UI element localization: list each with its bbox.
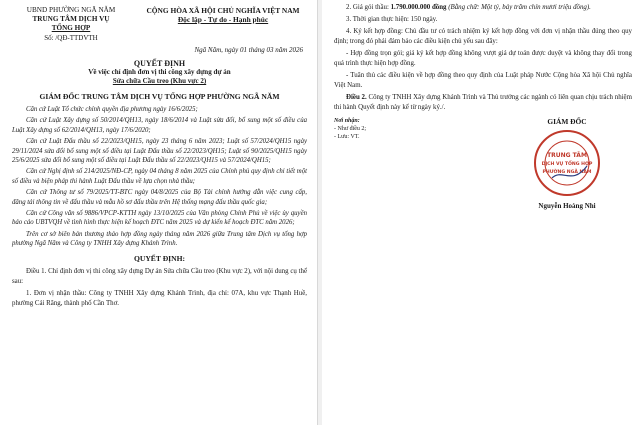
- basis-item: Trên cơ sở biên bản thương thảo hợp đồng ngày tháng năm 2026 giữa Trung tâm Dịch vụ tổng hợp phường Ngã Năm và Công ty TNHH Xây dựng Khánh Trình.: [12, 230, 307, 248]
- svg-text:TRUNG TÂM: TRUNG TÂM: [547, 152, 587, 159]
- subject-line-1: Về việc chỉ định đơn vị thi công xây dựng dự án: [88, 68, 231, 76]
- official-seal-icon: [532, 128, 602, 198]
- signer-title: GIÁM ĐỐC: [547, 117, 587, 126]
- org-line-2: TRUNG TÂM DỊCH VỤ: [32, 15, 110, 23]
- nation-name: CỘNG HÒA XÃ HỘI CHỦ NGHĨA VIỆT NAM: [146, 6, 300, 15]
- legal-basis: [12, 105, 307, 249]
- decision-title: QUYẾT ĐỊNH: [133, 59, 186, 68]
- signature-block: [502, 117, 632, 210]
- basis-item: Căn cứ Nghị định số 214/2025/NĐ-CP, ngày 04 tháng 8 năm 2025 của Chính phủ quy định chi tiết một số điều và biện pháp thi hành Luật Đấu thầu về lựa chọn nhà thầu;: [12, 168, 307, 185]
- article-1: [12, 267, 307, 309]
- recipient-line: - Như điều 2;: [334, 126, 367, 132]
- basis-item: Căn cứ Công văn số 9886/VPCP-KTTH ngày 13/10/2025 của Văn phòng Chính Phủ về việc ủy quyền báo cáo UBTVQH về tình hình thực hiện kế hoạch ĐTC năm 2025 và dự kiến kế hoạch ĐTC năm 2026;: [12, 210, 307, 227]
- price-in-words: (Bằng chữ: Một tỷ, bảy trăm chín mươi triệu đồng).: [446, 4, 591, 11]
- article-1-item-2: [334, 3, 632, 13]
- article-1-item-4a: - Hợp đồng trọn gói; giá ký kết hợp đồng không vượt giá dự toán được duyệt và không thay đổi trong quá trình thực hiện hợp đồng.: [334, 50, 632, 67]
- recipient-line: - Lưu: VT.: [334, 134, 360, 140]
- org-line-1: UBND PHƯỜNG NGÃ NĂM: [26, 6, 116, 14]
- decides-heading: QUYẾT ĐỊNH:: [133, 253, 186, 263]
- contract-price: 1.790.000.000 đồng: [390, 4, 447, 11]
- svg-text:DỊCH VỤ TỔNG HỢP: DỊCH VỤ TỔNG HỢP: [541, 162, 593, 167]
- signer-name: Nguyễn Hoàng Nhi: [538, 202, 596, 210]
- basis-item: Căn cứ Luật Xây dựng số 50/2014/QH13, ngày 18/6/2014 và Luật sửa đổi, bổ sung một số điều của Luật Xây dựng số 62/2014/QH13, ngày 17/6/2020;: [12, 117, 307, 134]
- article-2-text: Công ty TNHH Xây dựng Khánh Trình và Thủ trưởng các ngành có liên quan chịu trách nhiệm thi hành Quyết định này kể từ ngày ký./.: [334, 94, 632, 111]
- national-motto: Độc lập - Tự do - Hạnh phúc: [177, 15, 269, 24]
- national-heading: [139, 6, 307, 43]
- signature-section: [334, 117, 632, 210]
- article-1-item-4: 4. Ký kết hợp đồng: Chủ đầu tư có trách nhiệm ký kết hợp đồng với đơn vị nhận thầu đúng theo quy định; trong đó phải đảm bảo các điều kiện chủ yếu sau đây:: [334, 28, 632, 45]
- org-line-3: TỔNG HỢP: [51, 24, 91, 32]
- issue-date: Ngã Năm, ngày 01 tháng 03 năm 2026: [194, 46, 303, 54]
- issuing-authority: GIÁM ĐỐC TRUNG TÂM DỊCH VỤ TỔNG HỢP PHƯỜNG NGÃ NĂM: [39, 92, 280, 101]
- recipients-title: Nơi nhận:: [334, 118, 360, 124]
- subject-line-2: Sửa chữa Cầu treo (Khu vực 2): [112, 77, 207, 85]
- document-number: Số: /QĐ-TTDVTH: [44, 34, 98, 42]
- basis-item: Căn cứ Thông tư số 79/2025/TT-BTC ngày 04/8/2025 của Bộ Tài chính hướng dẫn việc cung cấp, đăng tải thông tin về đấu thầu và mẫu hồ sơ đấu thầu trên Hệ thống mạng đấu thầu quốc gia;: [12, 189, 307, 206]
- recipients: [334, 117, 366, 210]
- article-1-intro: Điều 1. Chỉ định đơn vị thi công xây dựng Dự án Sửa chữa Cầu treo (Khu vực 2), với nội dung cụ thể sau:: [12, 267, 307, 285]
- basis-item: Căn cứ Luật Đấu thầu số 22/2023/QH15, ngày 23 tháng 6 năm 2023; Luật số 57/2024/QH15 ngày 29/11/2024 sửa đổi bổ sung một số điều tại Luật Đấu thầu số 22/2023/QH15; Luật số 90/2025/QH15 ngày 25/6/2025 sửa đổi bổ sung một số điều tại Luật Đấu thầu số 22/2023/QH15 và 57/2024/QH15;: [12, 138, 307, 165]
- decision-subject: [12, 68, 307, 86]
- price-label: 2. Giá gói thầu:: [346, 4, 391, 11]
- article-2-label: Điều 2.: [346, 94, 367, 101]
- document-header: [12, 6, 307, 43]
- document-page-1: [0, 0, 318, 425]
- article-1-item-3: 3. Thời gian thực hiện: 150 ngày.: [346, 16, 438, 23]
- basis-item: Căn cứ Luật Tổ chức chính quyền địa phương ngày 16/6/2025;: [26, 106, 198, 113]
- document-page-2: [322, 0, 640, 425]
- article-1-item-4b: - Tuân thủ các điều kiện về hợp đồng theo quy định của Luật pháp Nước Cộng hòa Xã hội Chủ nghĩa Việt Nam.: [334, 72, 632, 89]
- issuing-organization: [12, 6, 130, 43]
- svg-text:PHƯỜNG NGÃ NĂM: PHƯỜNG NGÃ NĂM: [542, 170, 592, 175]
- article-1-item-1: 1. Đơn vị nhận thầu: Công ty TNHH Xây dựng Khánh Trình, địa chỉ: 07A, khu vực Thạnh Huề, phường Cái Răng, thành phố Cần Thơ.: [12, 289, 307, 307]
- article-2: [334, 93, 632, 113]
